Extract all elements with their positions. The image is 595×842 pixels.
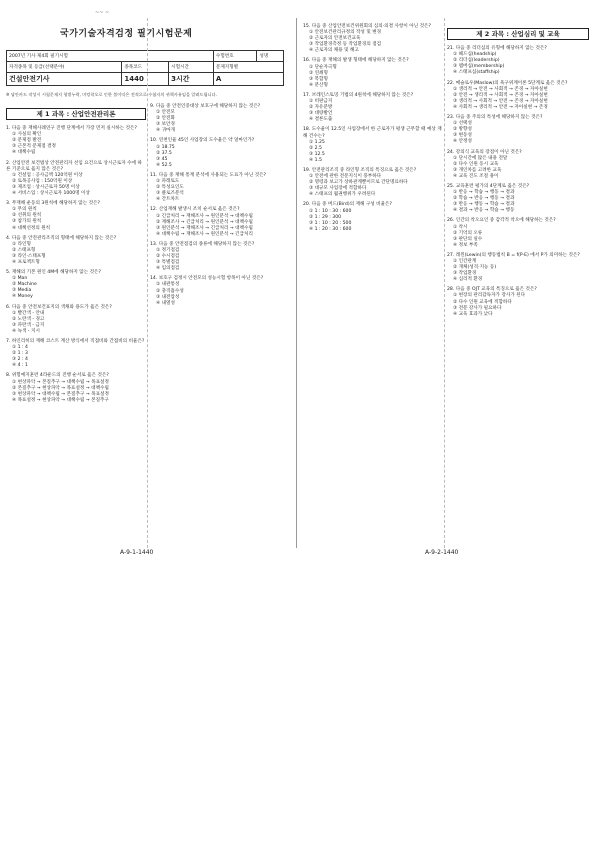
answer-option: ④ 근로자의 채용 및 해고 <box>309 48 359 54</box>
question-item <box>447 115 589 145</box>
answer-option: ② 본질추구 → 현상파악 → 목표설정 → 대책수립 <box>12 385 109 391</box>
answer-option: ② 리더십(leadership) <box>453 58 500 64</box>
answer-option: ② 기억의 오류 <box>453 230 483 236</box>
answer-option: ④ 귀마개 <box>156 128 175 134</box>
page-footer-left: A-9-1-1440 <box>120 549 154 556</box>
question-item <box>303 24 443 54</box>
answer-option: ③ 참가의 원칙 <box>12 219 42 225</box>
answer-option: ③ 변동성 <box>453 133 472 139</box>
middle-column <box>150 104 290 311</box>
question-item <box>150 242 290 272</box>
answer-option: ① 단순자극형 <box>309 64 337 70</box>
question-text: 9. 다음 중 안전인증대상 보호구에 해당하지 않는 것은? <box>150 104 261 109</box>
exam-header-table <box>6 50 284 86</box>
answer-option: ② 방향성 <box>453 127 472 133</box>
exam-notice: ※ 답안카드 작성시 시험문제지 형별누락, 마킹착오로 인한 불이익은 전적으로 수험자의 귀책사유임을 알려드립니다. <box>6 92 217 97</box>
answer-option: ④ Money <box>12 294 33 300</box>
question-item <box>6 270 146 300</box>
page-title: 국가기술자격검정 필기시험문제 <box>60 29 193 39</box>
answer-option: ② 스태프형 <box>12 247 36 253</box>
question-list <box>303 24 443 233</box>
answer-option: ① 인간관계 <box>453 259 477 264</box>
answer-option: ③ 라인·스태프형 <box>12 253 46 259</box>
answer-option: ① 현장의 관리감독자가 강사가 된다 <box>453 293 526 299</box>
answer-option: ② 37.5 <box>156 150 172 156</box>
answer-option: ② 수시점검 <box>156 254 180 260</box>
answer-option: ④ 심리적 환경 <box>453 277 483 283</box>
answer-option: ① 빨간색 - 안내 <box>12 310 45 316</box>
answer-option: ③ 멤버십(membership) <box>453 64 505 70</box>
answer-option: ② 학습 → 반응 → 행동 → 결과 <box>453 196 515 202</box>
answer-option: ② 충격흡수성 <box>156 288 184 294</box>
question-list <box>6 126 146 404</box>
question-text: 3. 무재해 운동의 3원칙에 해당하지 않는 것은? <box>6 201 100 207</box>
answer-option: ④ 교육 진도 조절 용이 <box>453 173 499 179</box>
answer-option: ④ 교육 효과가 낮다 <box>453 311 493 317</box>
question-text: 17. 브레인스토밍 기법의 4원칙에 해당하지 않는 것은? <box>303 92 414 98</box>
question-text: 26. 인간의 착오요인 중 감각적 착오에 해당하는 것은? <box>447 218 556 224</box>
answer-option: ③ 클로즈분석 <box>156 191 184 197</box>
answer-option: ① 현상파악 → 본질추구 → 대책수립 → 목표설정 <box>12 379 109 385</box>
question-text: 20. 다음 중 버드(Bird)의 재해 구성 비율은? <box>303 202 392 208</box>
answer-option: ③ 반응 → 행동 → 학습 → 결과 <box>453 202 515 208</box>
answer-option: ④ 1.5 <box>309 157 322 163</box>
question-item <box>6 236 146 266</box>
question-text: 15. 다음 중 산업안전보건위원회의 심의·의결 사항이 아닌 것은? <box>303 24 431 29</box>
exam-session-label: 2007년 기사 제4회 필기시험 <box>7 51 214 62</box>
section-title: 제 2 과목 : 산업심리 및 교육 <box>447 28 589 40</box>
answer-option: ① 선택성 <box>453 121 472 127</box>
answer-option: ④ 정보 부족 <box>453 242 478 248</box>
answer-option: ① 1 : 10 : 30 : 600 <box>309 208 352 214</box>
question-text: 5. 재해의 기본 원인 4M에 해당하지 않는 것은? <box>6 270 101 276</box>
answer-option: ③ 대량발언 <box>309 111 333 117</box>
column-divider <box>444 18 445 548</box>
question-text: 13. 다음 중 안전점검의 종류에 해당하지 않는 것은? <box>150 241 255 247</box>
time-label: 시험시간 <box>169 62 214 73</box>
answer-option: ① 라인형 <box>12 241 31 247</box>
answer-option: ① 단시간에 많은 내용 전달 <box>453 155 508 161</box>
question-text: 2. 산업안전 보건법상 안전관리자 선임 요건으로 상시근로자 수에 따른 기준으로 옳지 않은 것은? <box>6 160 142 172</box>
answer-option: ① 헤드십(headship) <box>453 52 497 58</box>
question-text: 19. 안전관리조직 중 라인형 조직의 특징으로 옳은 것은? <box>303 167 417 173</box>
exam-time: 3시간 <box>169 73 214 86</box>
answer-option: ① 1.25 <box>309 139 325 145</box>
question-text: 18. 도수율이 12.5인 사업장에서 한 근로자가 평생 근무할 때 예상 재해 건수는? <box>303 127 442 139</box>
answer-option: ④ 서비스업 : 상시근로자 1000명 이상 <box>12 191 90 197</box>
page-divider <box>296 18 297 548</box>
question-item <box>150 207 290 237</box>
question-item <box>447 150 589 180</box>
question-text: 16. 다음 중 재해의 발생 형태에 해당하지 않는 것은? <box>303 58 409 64</box>
question-item <box>303 127 443 164</box>
answer-option: ③ 제조업 : 상시근로자 50명 이상 <box>12 184 80 190</box>
answer-option: ② Machine <box>12 282 37 288</box>
answer-option: ① 정기점검 <box>156 247 180 253</box>
answer-option: ② 명령과 보고가 상하관계뿐이므로 간단명료하다 <box>309 180 408 186</box>
answer-option: ④ 대책수립 <box>12 150 36 156</box>
question-item <box>6 201 146 231</box>
answer-option: ① 무의 원칙 <box>12 207 37 213</box>
answer-option: ② 안전화 <box>156 116 175 122</box>
answer-option: ② 노란색 - 경고 <box>12 316 45 322</box>
question-item <box>303 202 443 232</box>
answer-option: ③ 파란색 - 금지 <box>12 322 45 328</box>
exam-name: 건설안전기사 <box>7 73 122 86</box>
question-item <box>150 173 290 203</box>
question-item <box>447 287 589 317</box>
answer-option: ① 착시 <box>453 224 468 230</box>
answer-option: ④ 대책선정의 원칙 <box>12 225 51 231</box>
answer-option: ③ 보안경 <box>156 122 175 128</box>
answer-option: ③ Media <box>12 288 32 294</box>
question-text: 28. 다음 중 OJT 교육의 특징으로 옳은 것은? <box>447 287 537 293</box>
question-text: 6. 다음 중 안전보건표지의 색채와 용도가 옳은 것은? <box>6 304 112 310</box>
far-right-column <box>447 24 589 322</box>
candidate-number-label: 수험번호 <box>213 51 257 62</box>
answer-option: ② 특성요인도 <box>156 185 184 191</box>
question-text: 24. 강의식 교육의 장점이 아닌 것은? <box>447 149 522 155</box>
answer-option: ② 문제점 발견 <box>12 138 42 144</box>
question-item <box>6 339 146 369</box>
answer-option: ④ 52.5 <box>156 162 172 168</box>
question-list <box>150 104 290 307</box>
right-column <box>303 24 443 237</box>
answer-option: ① 1 : 4 <box>12 345 28 351</box>
question-text: 10. 연천인율 45인 사업장의 도수율은 약 얼마인가? <box>150 138 255 144</box>
question-item <box>447 253 589 283</box>
question-text: 23. 다음 중 주의의 특성에 해당하지 않는 것은? <box>447 115 543 121</box>
answer-option: ① 내관통성 <box>156 282 180 288</box>
question-item <box>150 138 290 168</box>
answer-option: ③ 2 : 4 <box>12 357 28 363</box>
question-item <box>303 58 443 88</box>
question-item <box>447 184 589 214</box>
answer-option: ② 1 : 29 : 300 <box>309 214 342 220</box>
answer-option: ③ 복합형 <box>309 76 328 82</box>
question-item <box>447 46 589 76</box>
answer-option: ① 생리적 → 안전 → 사회적 → 존경 → 자아실현 <box>453 86 548 92</box>
answer-option: ③ 대규모 사업장에 적합하다 <box>309 186 367 192</box>
question-item <box>303 168 443 198</box>
answer-option: ① 사실의 확인 <box>12 132 42 138</box>
answer-option: ③ 12.5 <box>309 151 325 157</box>
question-text: 11. 다음 중 재해 통계 분석에 사용되는 도표가 아닌 것은? <box>150 172 267 178</box>
answer-option: ④ 스태프십(staffship) <box>453 70 500 76</box>
answer-option: ① 긴급처리 → 재해조사 → 원인분석 → 대책수립 <box>156 213 253 219</box>
answer-option: ③ 생리적 → 사회적 → 안전 → 존경 → 자아실현 <box>453 98 548 104</box>
question-text: 27. 레윈(Lewin)의 행동법칙 B = f(P·E) 에서 P가 의미하는 것은? <box>447 252 580 258</box>
answer-option: ③ 45 <box>156 156 168 162</box>
answer-option: ③ 원인분석 → 재해조사 → 긴급처리 → 대책수립 <box>156 225 253 231</box>
answer-option: ④ 대책수립 → 재해조사 → 원인분석 → 긴급처리 <box>156 231 253 237</box>
answer-option: ③ 근본적 문제점 결정 <box>12 144 57 150</box>
answer-option: ② 연쇄형 <box>309 70 328 76</box>
answer-option: ④ 내열성 <box>156 300 175 306</box>
answer-option: ③ 내전압성 <box>156 294 180 300</box>
answer-option: ④ 결과 → 반응 → 학습 → 행동 <box>453 208 515 214</box>
code-label: 종목코드 <box>122 62 169 73</box>
handwritten-scrawl: ~~ ~ <box>95 10 110 16</box>
answer-option: ③ 현상파악 → 대책수립 → 본질추구 → 목표설정 <box>12 391 109 397</box>
answer-option: ① 건설업 : 공사금액 120억원 이상 <box>12 172 83 178</box>
question-text: 21. 다음 중 리더십의 유형에 해당하지 않는 것은? <box>447 46 547 52</box>
answer-option: ④ 사회적 → 생리적 → 안전 → 자아실현 → 존경 <box>453 104 548 110</box>
answer-option: ④ 간트차트 <box>156 197 180 203</box>
answer-option: ③ 1 : 10 : 20 : 500 <box>309 220 352 226</box>
answer-option: ④ 스태프의 월권행위가 우려된다 <box>309 192 376 198</box>
answer-option: ① 안전에 관한 전문지식이 풍부하다 <box>309 174 382 180</box>
answer-option: ① Man <box>12 276 28 282</box>
answer-option: ④ 목표설정 → 현상파악 → 대책수립 → 본질추구 <box>12 397 109 403</box>
question-item <box>6 126 146 156</box>
question-text: 8. 위험예지훈련 4라운드의 진행 순서로 옳은 것은? <box>6 373 109 379</box>
answer-option: ① 18.75 <box>156 144 175 150</box>
answer-option: ① 안전보건관리규정의 작성 및 변경 <box>309 30 382 36</box>
question-text: 12. 산업재해 발생시 조치 순서로 옳은 것은? <box>150 207 240 213</box>
question-text: 14. 보호구 검정시 안전모의 성능시험 항목이 아닌 것은? <box>150 276 264 282</box>
answer-option: ③ 작업환경측정 등 작업환경의 점검 <box>309 42 382 48</box>
answer-option: ② 안전 → 생리적 → 사회적 → 존경 → 자아실현 <box>453 92 548 98</box>
question-text: 1. 다음 중 재해사례연구 진행 단계에서 가장 먼저 실시하는 것은? <box>6 126 137 132</box>
exam-code: 1440 <box>122 73 169 86</box>
answer-option: ② 토목공사업 : 150억원 이상 <box>12 178 73 184</box>
answer-option: ④ 결론도출 <box>309 117 333 123</box>
question-list <box>447 46 589 318</box>
answer-option: ④ 프로젝트형 <box>12 259 40 265</box>
answer-option: ② 재해조사 → 긴급처리 → 원인분석 → 대책수립 <box>156 219 253 225</box>
column-divider <box>147 18 148 548</box>
answer-option: ④ 녹색 - 지시 <box>12 328 40 334</box>
page-footer-right: A-9-2-1440 <box>425 549 459 556</box>
answer-option: ② 자유분방 <box>309 105 333 111</box>
question-item <box>150 276 290 306</box>
answer-option: ② 1 : 3 <box>12 351 28 357</box>
candidate-name-label: 성명 <box>257 51 284 62</box>
answer-option: ② 근로자의 안전보건교육 <box>309 36 361 42</box>
exam-type: A <box>213 73 283 86</box>
answer-option: ④ 4 : 1 <box>12 363 28 369</box>
answer-option: ③ 개인차를 고려한 교육 <box>453 167 502 173</box>
type-label: 문제지형별 <box>213 62 283 73</box>
question-item <box>6 305 146 335</box>
answer-option: ③ 판단의 실수 <box>453 236 483 242</box>
section-title: 제 1 과목 : 산업안전관리론 <box>6 108 146 120</box>
answer-option: ① 안전모 <box>156 110 175 116</box>
answer-option: ③ 전문 강사가 필요하다 <box>453 305 502 311</box>
answer-option: ② 개체(성격·지능 등) <box>453 265 497 271</box>
question-item <box>6 161 146 198</box>
exam-category-label: 자격종목 및 등급(선택분야) <box>7 62 122 73</box>
left-column <box>6 104 146 408</box>
question-text: 22. 매슬로우(Maslow)의 욕구위계이론 5단계로 옳은 것은? <box>447 80 568 86</box>
question-item <box>150 104 290 134</box>
answer-option: ② 2.5 <box>309 145 322 151</box>
answer-option: ① 반응 → 학습 → 행동 → 결과 <box>453 190 515 196</box>
answer-option: ③ 작업환경 <box>453 271 477 277</box>
question-item <box>447 218 589 248</box>
question-item <box>303 93 443 123</box>
question-item <box>447 81 589 111</box>
answer-option: ④ 임의점검 <box>156 266 180 272</box>
answer-option: ② 다수 인원 동시 교육 <box>453 161 499 167</box>
answer-option: ② 다수 인원 교육에 적합하다 <box>453 299 512 305</box>
question-text: 4. 다음 중 안전관리조직의 형태에 해당하지 않는 것은? <box>6 235 117 241</box>
answer-option: ① 파레토도 <box>156 179 180 185</box>
answer-option: ④ 분산형 <box>309 82 328 88</box>
answer-option: ④ 안정성 <box>453 139 472 145</box>
question-text: 25. 교육훈련 평가의 4단계로 옳은 것은? <box>447 183 530 189</box>
question-item <box>6 373 146 403</box>
answer-option: ③ 특별점검 <box>156 260 180 266</box>
answer-option: ④ 1 : 20 : 30 : 600 <box>309 226 352 232</box>
answer-option: ② 선취의 원칙 <box>12 213 42 219</box>
question-text: 7. 하인리히의 재해 코스트 계산 방식에서 직접비와 간접비의 비율은? <box>6 339 145 344</box>
answer-option: ① 비판금지 <box>309 99 333 105</box>
